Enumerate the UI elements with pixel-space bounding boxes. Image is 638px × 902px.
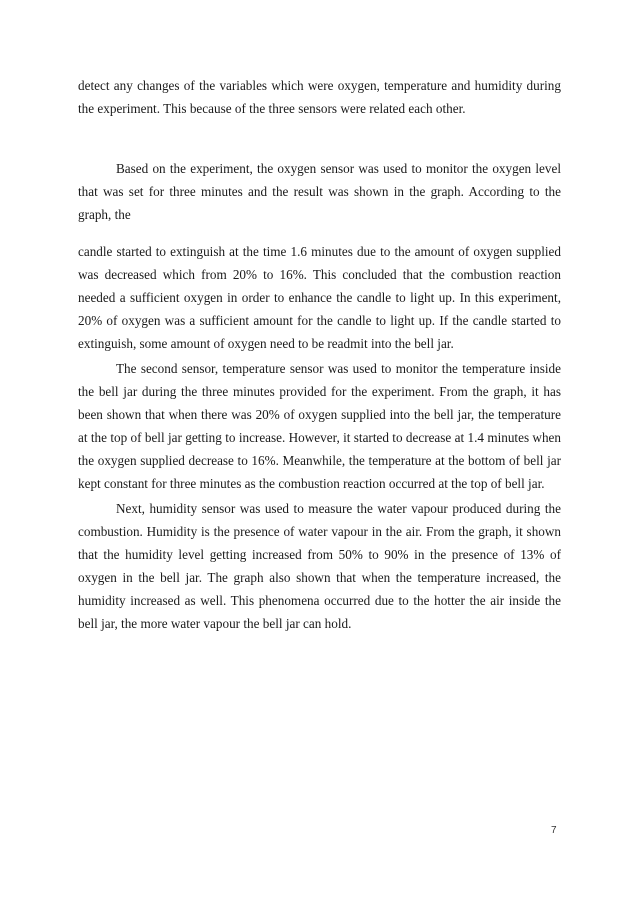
paragraph-temperature-sensor: The second sensor, temperature sensor was used to monitor the temperature inside the bell jar during the three minutes provided for the experiment. From the graph, it has been shown that when there was 20% of oxygen supplied into the bell jar, the temperature at the top of bell jar getting to increase. However, it started to decrease at 1.4 minutes when the oxygen supplied decrease to 16%. Meanwhile, the temperature at the bottom of bell jar kept constant for three minutes as the combustion reaction occurred at the top of bell jar.	[78, 361, 561, 491]
paragraph-humidity-sensor: Next, humidity sensor was used to measure the water vapour produced during the combustion. Humidity is the presence of water vapour in the air. From the graph, it shown that the humidity level getting increased from 50% to 90% in the presence of 13% of oxygen in the bell jar. The graph also shown that when the temperature increased, the humidity increased as well. This phenomena occurred due to the hotter the air inside the bell jar, the more water vapour the bell jar can hold.	[78, 501, 561, 631]
paragraph-oxygen-sensor-result: candle started to extinguish at the time 1.6 minutes due to the amount of oxygen supplied was decreased which from 20% to 16%. This concluded that the combustion reaction needed a sufficient oxygen in order to enhance the candle to light up. In this experiment, 20% of oxygen was a sufficient amount for the candle to light up. If the candle started to extinguish, some amount of oxygen need to be readmit into the bell jar.	[78, 244, 561, 351]
paragraph-sensor-intro-continued: detect any changes of the variables which were oxygen, temperature and humidity during the experiment. This because of the three sensors were related each other.	[78, 78, 561, 116]
paragraph-oxygen-sensor-intro: Based on the experiment, the oxygen sensor was used to monitor the oxygen level that was set for three minutes and the result was shown in the graph. According to the graph, the	[78, 161, 561, 222]
page-number: 7	[551, 825, 557, 836]
